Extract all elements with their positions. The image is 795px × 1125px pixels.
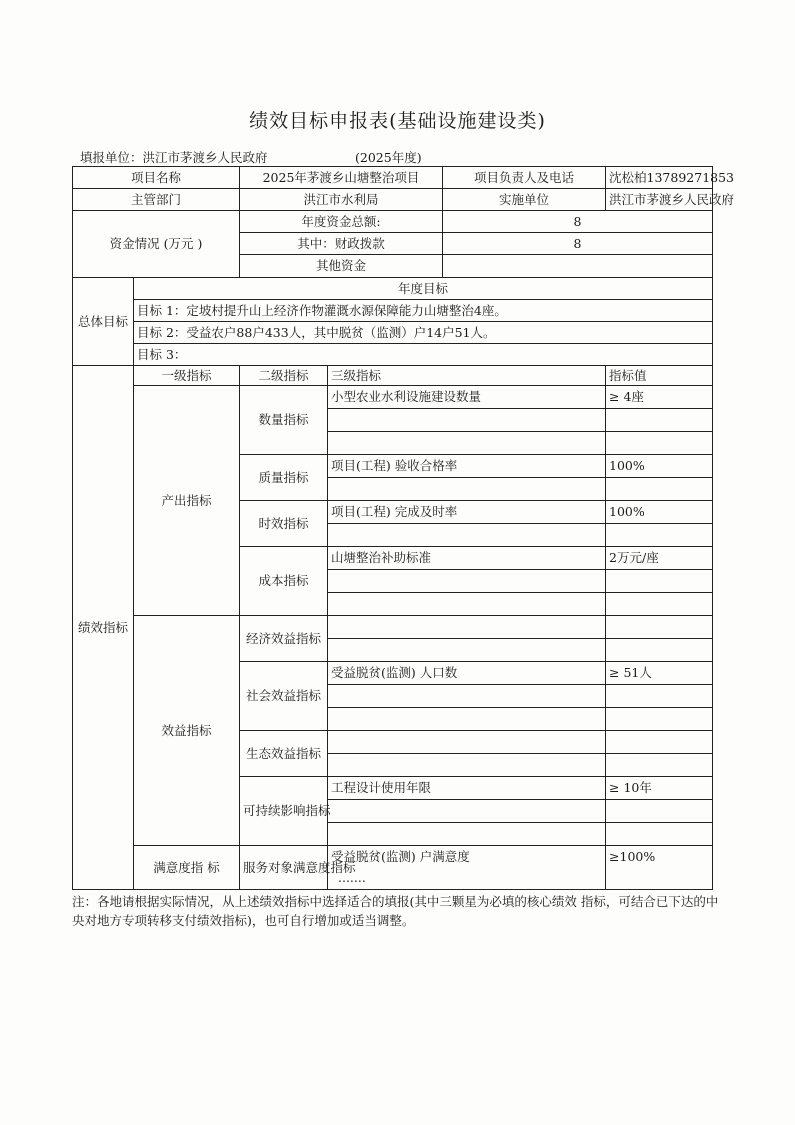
blank-cell <box>606 409 713 432</box>
footnote: 注：各地请根据实际情况，从上述绩效指标中选择适合的填报(其中三颗星为必填的核心绩效 指标，可结合已下达的中央对地方专项转移支付绩效指标)，也可自行增加或适当调整。 <box>72 894 719 928</box>
quantity-indicator: 数量指标 <box>240 386 328 455</box>
blank-cell <box>328 800 606 823</box>
timeliness-item: 项目(工程) 完成及时率 <box>328 501 606 524</box>
blank-cell <box>606 639 713 662</box>
blank-cell <box>606 524 713 547</box>
indicators-label: 绩效指标 <box>73 366 134 890</box>
satisfaction-value: ≥100% <box>606 846 713 868</box>
blank-cell <box>606 731 713 754</box>
blank-cell <box>328 685 606 708</box>
blank-cell <box>328 731 606 754</box>
blank-cell <box>328 616 606 639</box>
page-title: 绩效目标申报表(基础设施建设类) <box>249 110 546 132</box>
sustain-indicator: 可持续影响指标 <box>240 777 328 846</box>
goal-item-1: 目标 1：定坡村提升山上经济作物灌溉水源保障能力山塘整治4座。 <box>134 300 713 322</box>
blank-cell <box>328 593 606 616</box>
funds-other <box>443 255 713 278</box>
satisfaction-item-more: ....... <box>328 868 606 890</box>
satisfaction-indicators: 满意度指 标 <box>134 846 240 890</box>
blank-cell <box>606 570 713 593</box>
dept-value: 洪江市水利局 <box>240 189 443 211</box>
value-header: 指标值 <box>606 366 713 386</box>
blank-cell <box>606 708 713 731</box>
impl-label: 实施单位 <box>443 189 606 211</box>
service-satisfaction-indicator: 服务对象满意度指标 <box>240 846 328 890</box>
sustain-value: ≥ 10年 <box>606 777 713 800</box>
funds-fiscal: 8 <box>443 233 713 255</box>
funds-label: 资金情况 (万元 ) <box>73 211 240 278</box>
cost-indicator: 成本指标 <box>240 547 328 616</box>
blank-cell <box>328 432 606 455</box>
impl-value: 洪江市茅渡乡人民政府 <box>606 189 713 211</box>
quality-item: 项目(工程) 验收合格率 <box>328 455 606 478</box>
social-item: 受益脱贫(监测) 人口数 <box>328 662 606 685</box>
annual-goal-label: 年度目标 <box>134 278 713 300</box>
blank-cell <box>328 570 606 593</box>
satisfaction-item: 受益脱贫(监测) 户满意度 <box>328 846 606 868</box>
blank-cell <box>606 685 713 708</box>
timeliness-value: 100% <box>606 501 713 524</box>
blank-cell <box>328 524 606 547</box>
level2-header: 二级指标 <box>240 366 328 386</box>
blank-cell <box>328 639 606 662</box>
blank-cell <box>328 708 606 731</box>
funds-fiscal-label: 其中：财政拨款 <box>240 233 443 255</box>
blank-cell <box>328 409 606 432</box>
blank-cell <box>606 616 713 639</box>
quality-indicator: 质量指标 <box>240 455 328 501</box>
funds-total: 8 <box>443 211 713 233</box>
cost-value: 2万元/座 <box>606 547 713 570</box>
cost-item: 山塘整治补助标准 <box>328 547 606 570</box>
blank-cell <box>606 823 713 846</box>
quality-value: 100% <box>606 455 713 478</box>
timeliness-indicator: 时效指标 <box>240 501 328 547</box>
overall-goal-label: 总体目标 <box>73 278 134 366</box>
sustain-item: 工程设计使用年限 <box>328 777 606 800</box>
goal-item-2: 目标 2：受益农户88户433人，其中脱贫（监测）户14户51人。 <box>134 322 713 344</box>
fill-unit: 填报单位：洪江市茅渡乡人民政府 <box>80 150 268 165</box>
output-indicators: 产出指标 <box>134 386 240 616</box>
funds-other-label: 其他资金 <box>240 255 443 278</box>
social-value: ≥ 51人 <box>606 662 713 685</box>
blank-cell <box>606 868 713 890</box>
quantity-value: ≥ 4座 <box>606 386 713 409</box>
level1-header: 一级指标 <box>134 366 240 386</box>
social-indicator: 社会效益指标 <box>240 662 328 731</box>
goal-item-3: 目标 3： <box>134 344 713 366</box>
benefit-indicators: 效益指标 <box>134 616 240 846</box>
blank-cell <box>606 754 713 777</box>
quantity-item: 小型农业水利设施建设数量 <box>328 386 606 409</box>
performance-table <box>72 166 735 890</box>
blank-cell <box>606 593 713 616</box>
economic-indicator: 经济效益指标 <box>240 616 328 662</box>
project-name: 2025年茅渡乡山塘整治项目 <box>240 167 443 189</box>
project-owner: 沈松柏13789271853 <box>606 167 713 189</box>
project-name-label: 项目名称 <box>73 167 240 189</box>
project-owner-label: 项目负责人及电话 <box>443 167 606 189</box>
blank-cell <box>328 754 606 777</box>
blank-cell <box>606 478 713 501</box>
blank-cell <box>328 823 606 846</box>
blank-cell <box>328 478 606 501</box>
blank-cell <box>606 432 713 455</box>
report-year: (2025年度) <box>355 150 422 165</box>
funds-total-label: 年度资金总额: <box>240 211 443 233</box>
dept-label: 主管部门 <box>73 189 240 211</box>
blank-cell <box>606 800 713 823</box>
level3-header: 三级指标 <box>328 366 606 386</box>
ecological-indicator: 生态效益指标 <box>240 731 328 777</box>
